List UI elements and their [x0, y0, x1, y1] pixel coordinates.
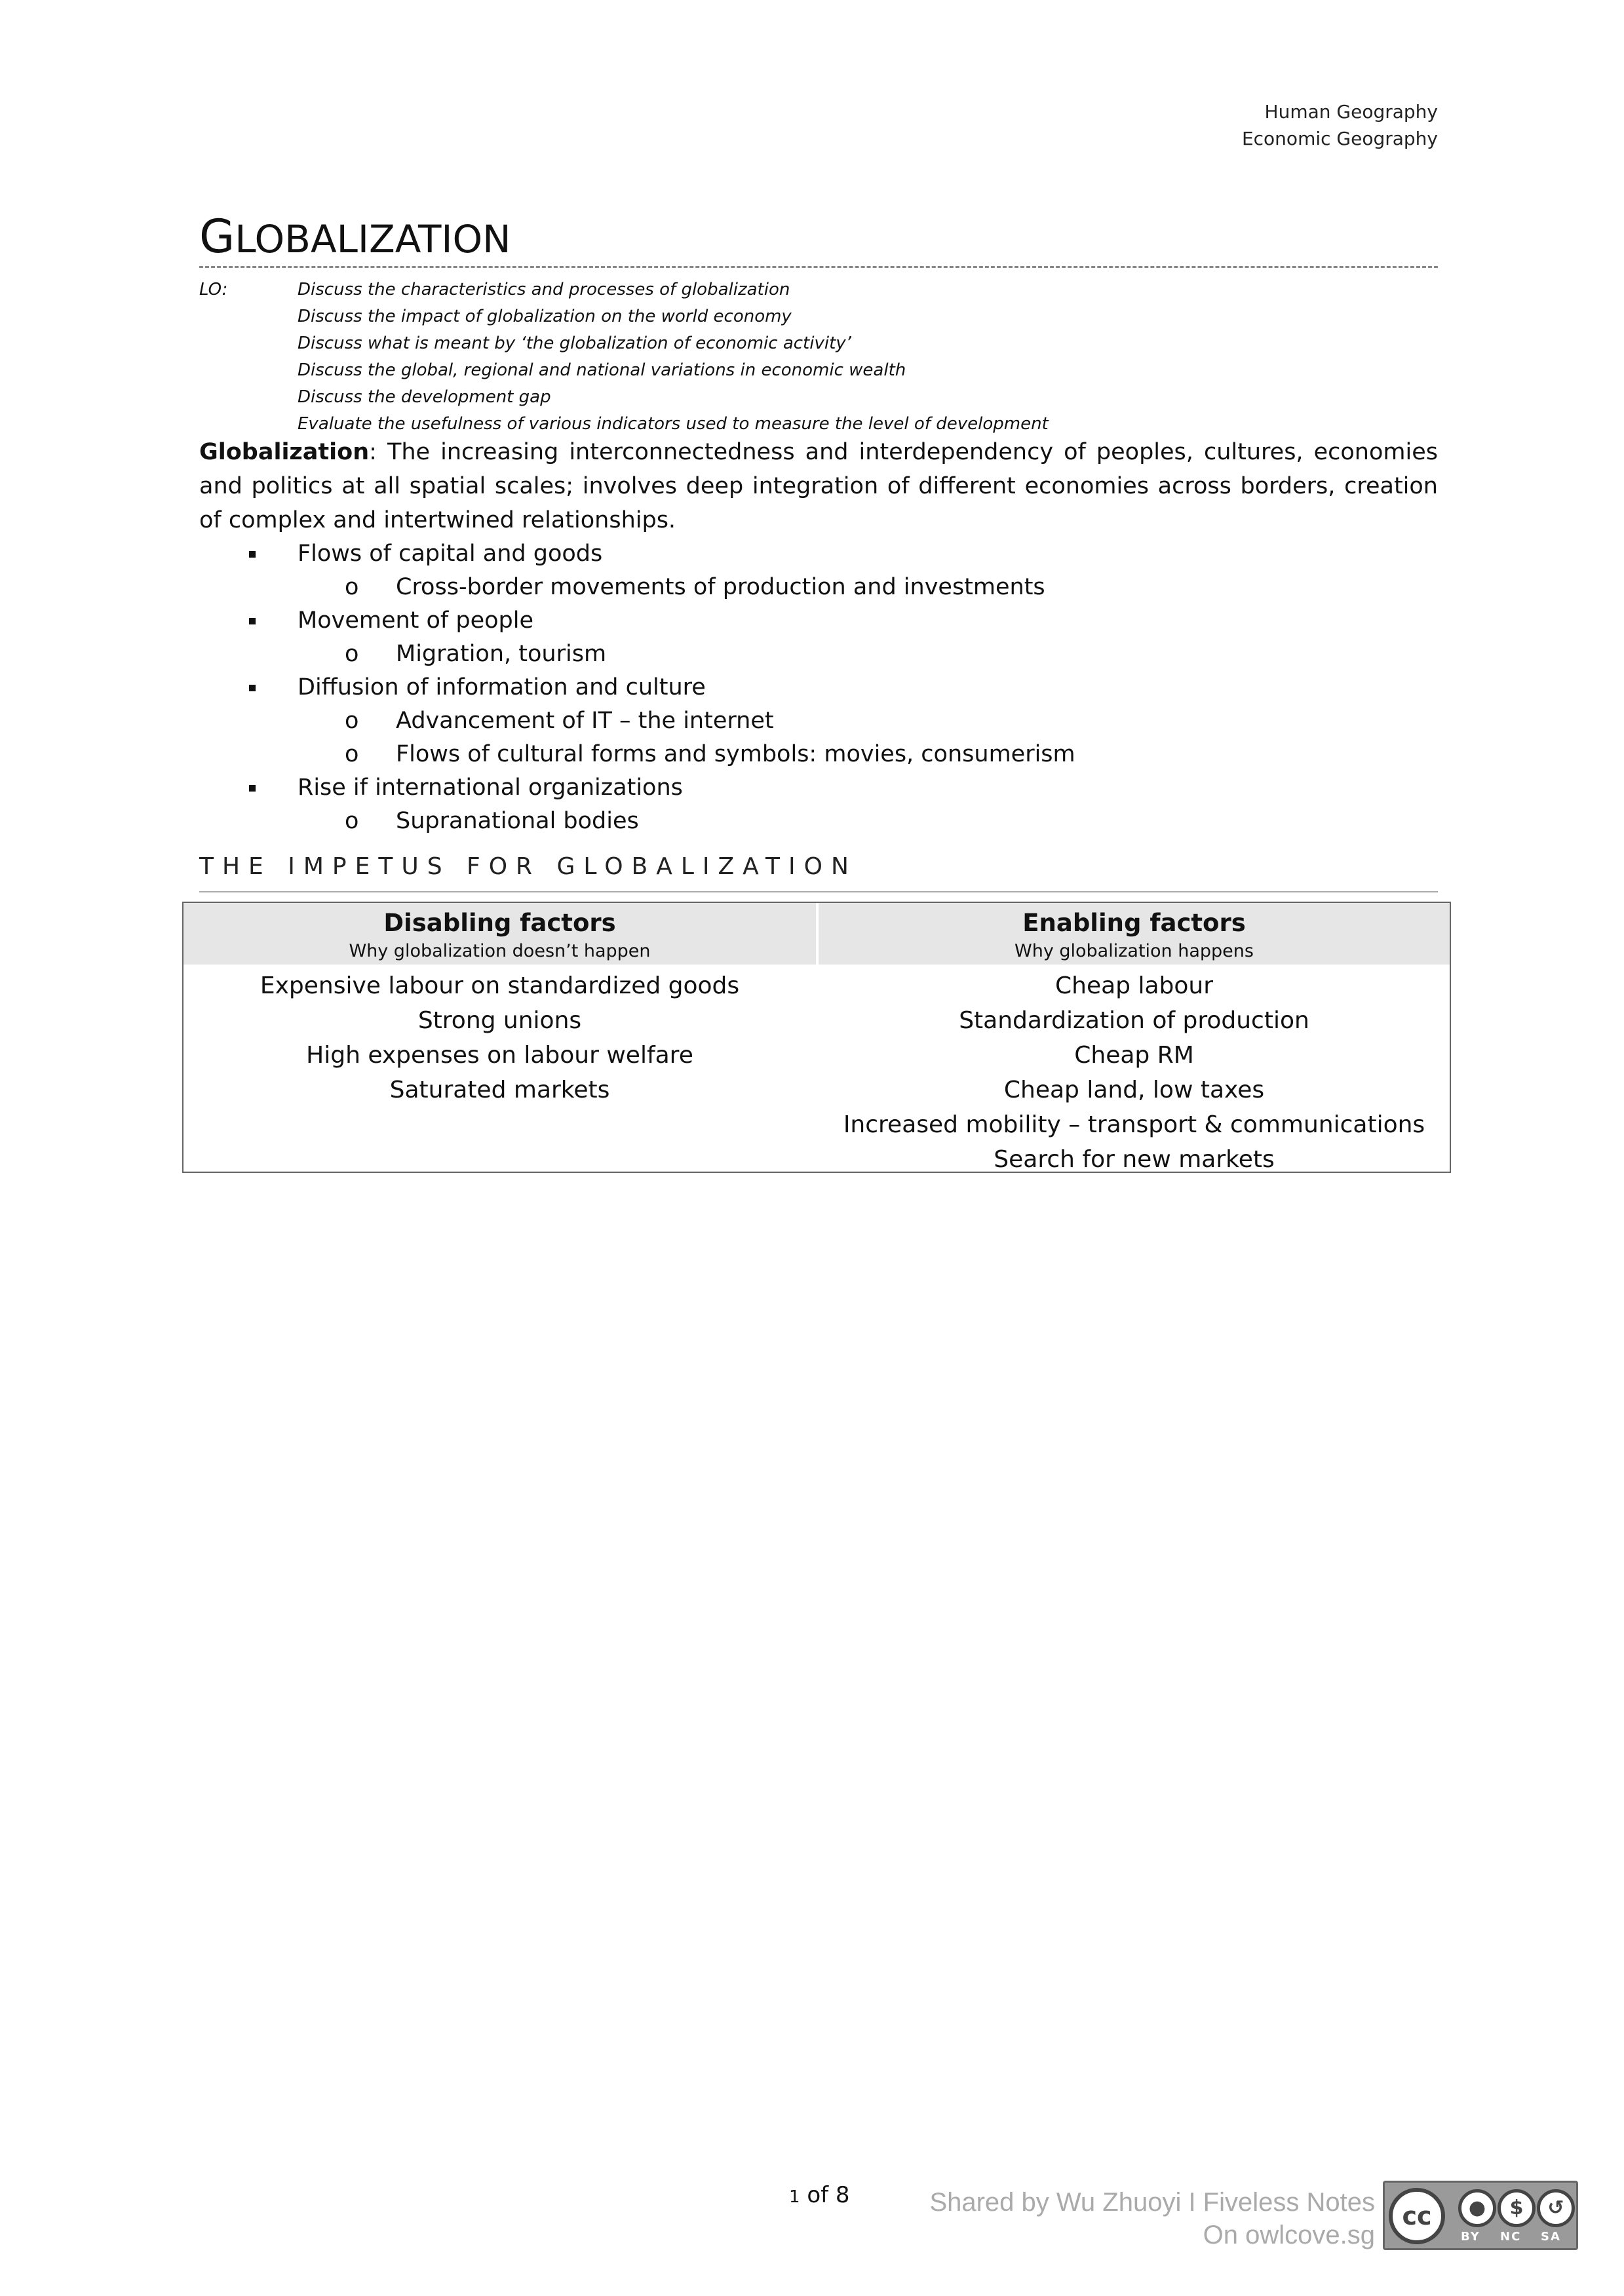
bullet-item: [199, 604, 1075, 638]
bullet-item: [199, 671, 1075, 704]
sub-bullet-item: [199, 638, 1075, 671]
table-cell: Cheap labour: [1054, 972, 1213, 999]
sub-bullet-label: Migration, tourism: [396, 641, 607, 667]
dollar-strikethrough-icon: $: [1498, 2189, 1536, 2227]
column-subheading: Why globalization happens: [1015, 941, 1254, 961]
circle-bullet-icon: o: [345, 808, 359, 834]
column-subheading: Why globalization doesn’t happen: [349, 941, 651, 961]
credit-line: Shared by Wu Zhuoyi I Fiveless Notes: [929, 2188, 1375, 2217]
share-alike-icon: ↺: [1537, 2189, 1575, 2227]
header-topic: Economic Geography: [1241, 128, 1438, 149]
column-rows: [819, 968, 1450, 1177]
section-divider: [199, 891, 1438, 892]
circle-bullet-icon: o: [345, 641, 359, 667]
bullet-label: Movement of people: [298, 607, 534, 634]
square-bullet-icon: [249, 785, 256, 792]
circle-bullet-icon: o: [345, 741, 359, 767]
table-cell: High expenses on labour welfare: [306, 1042, 693, 1069]
table-cell: Strong unions: [417, 1007, 582, 1034]
enabling-column: [819, 903, 1450, 1177]
column-heading: Disabling factors: [383, 909, 616, 937]
page-current: 1: [789, 2187, 800, 2207]
bullet-list: [199, 537, 1075, 838]
credit-watermark: [929, 2186, 1375, 2251]
title-divider: [199, 266, 1438, 268]
license-label: BY: [1461, 2230, 1480, 2244]
factors-table: [182, 902, 1451, 1173]
table-cell: Expensive labour on standardized goods: [260, 972, 740, 999]
license-label: NC: [1500, 2230, 1522, 2244]
title-initial: G: [199, 210, 235, 263]
page-header: [1242, 98, 1438, 152]
page-number: [789, 2182, 850, 2208]
header-subject: Human Geography: [1264, 101, 1438, 123]
sub-bullet-label: Flows of cultural forms and symbols: movies, consumerism: [396, 741, 1075, 767]
bullet-item: [199, 537, 1075, 571]
lo-list: [298, 277, 1346, 438]
bullet-label: Flows of capital and goods: [298, 541, 603, 567]
table-cell: Cheap RM: [1074, 1042, 1194, 1069]
sub-bullet-item: [199, 571, 1075, 604]
section-heading: THE IMPETUS FOR GLOBALIZATION: [199, 853, 857, 880]
title-rest: LOBALIZATION: [235, 217, 511, 261]
sub-bullet-label: Advancement of IT – the internet: [396, 708, 774, 734]
sub-bullet-label: Supranational bodies: [396, 808, 639, 834]
sub-bullet-label: Cross-border movements of production and investments: [396, 574, 1045, 600]
bullet-label: Rise if international organizations: [298, 775, 683, 801]
lo-item: Discuss the characteristics and processes of globalization: [298, 280, 790, 299]
bullet-label: Diffusion of information and culture: [298, 674, 706, 700]
definition-paragraph: [199, 435, 1438, 537]
credit-site: On owlcove.sg: [1203, 2221, 1375, 2249]
lo-label: LO:: [199, 280, 228, 299]
square-bullet-icon: [249, 551, 256, 558]
square-bullet-icon: [249, 685, 256, 691]
definition-term: Globalization: [199, 439, 370, 465]
person-icon: ●: [1458, 2189, 1496, 2227]
lo-item: Discuss the global, regional and national variations in economic wealth: [298, 360, 906, 380]
column-heading: Enabling factors: [1022, 909, 1246, 937]
bullet-item: [199, 771, 1075, 805]
cc-icon: cc: [1389, 2188, 1445, 2244]
sub-bullet-item: [199, 805, 1075, 838]
table-cell: Search for new markets: [994, 1146, 1275, 1173]
sub-bullet-item: [199, 738, 1075, 771]
square-bullet-icon: [249, 618, 256, 624]
sub-bullet-item: [199, 704, 1075, 738]
license-label: SA: [1541, 2230, 1561, 2244]
table-cell: Cheap land, low taxes: [1003, 1077, 1265, 1103]
page-title: [199, 210, 511, 263]
circle-bullet-icon: o: [345, 574, 359, 600]
creative-commons-badge: [1383, 2181, 1578, 2250]
definition-text: : The increasing interconnectedness and interdependency of peoples, cultures, economies and politics at all spatial scales; involves deep integration of different economies across borders, creation of complex and intertwined relationships.: [199, 439, 1438, 533]
disabling-column: [184, 903, 816, 1107]
circle-bullet-icon: o: [345, 708, 359, 734]
lo-item: Discuss what is meant by ‘the globalization of economic activity’: [298, 334, 851, 353]
table-cell: Saturated markets: [389, 1077, 610, 1103]
lo-item: Discuss the development gap: [298, 387, 551, 407]
table-cell: Increased mobility – transport & communications: [843, 1111, 1425, 1138]
lo-item: Discuss the impact of globalization on the world economy: [298, 307, 792, 326]
column-rows: [184, 968, 816, 1107]
table-cell: Standardization of production: [959, 1007, 1309, 1034]
page-total: of 8: [800, 2182, 850, 2208]
lo-item: Evaluate the usefulness of various indicators used to measure the level of development: [298, 414, 1049, 434]
